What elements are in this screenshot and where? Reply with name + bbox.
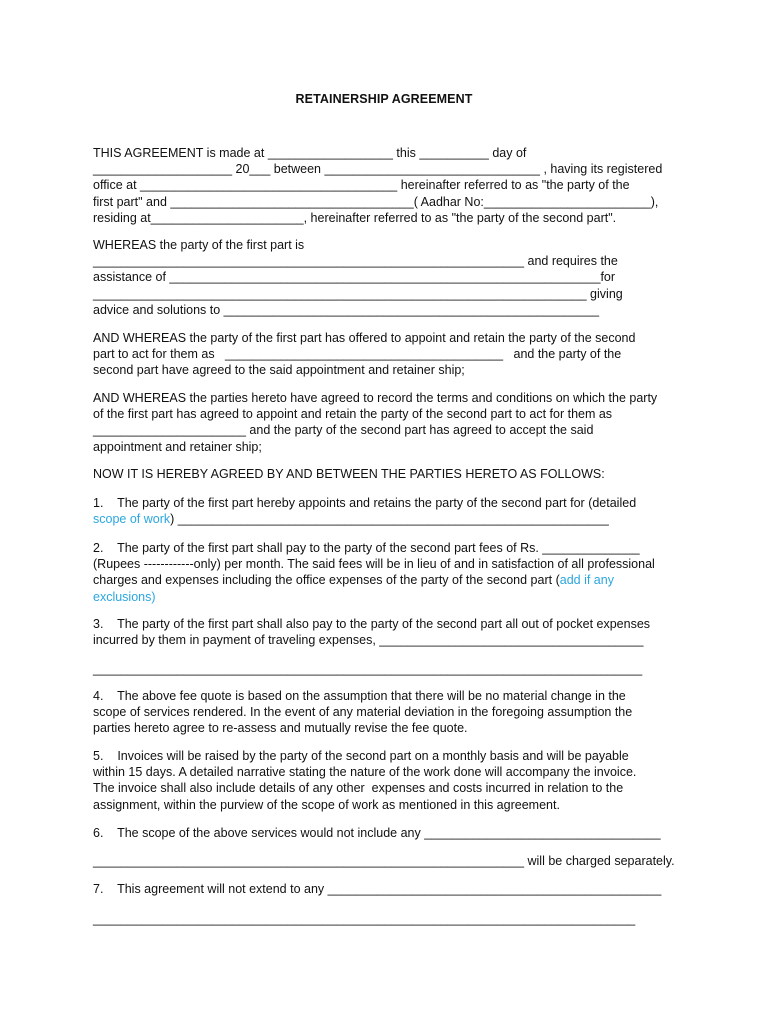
intro-line: THIS AGREEMENT is made at __________________ this __________ day of — [93, 146, 527, 160]
clause-line: (Rupees ------------only) per month. The said fees will be in lieu of and in satisfaction of all professional — [93, 557, 655, 572]
clause-line — [93, 572, 683, 588]
clause-line: _______________________________________________________________________________ — [93, 662, 643, 677]
blank-line — [93, 897, 683, 911]
intro-line: first part" and ___________________________________( Aadhar No:________________________), — [93, 194, 659, 209]
whereas-line: assistance of ______________________________________________________________for — [93, 270, 616, 285]
clause-line: 6. The scope of the above services would not include any __________________________________ — [93, 826, 661, 840]
intro-line: office at _____________________________________ hereinafter referred to as "the party of the — [93, 178, 630, 193]
clause-line: 5. Invoices will be raised by the party of the second part on a monthly basis and will be payable — [93, 749, 629, 763]
clause-line: 2. The party of the first part shall pay to the party of the second part fees of Rs. ______________ — [93, 541, 640, 555]
whereas-line: second part have agreed to the said appointment and retainer ship; — [93, 363, 465, 378]
intro-line: residing at______________________, hereinafter referred to as "the party of the second part". — [93, 210, 617, 225]
whereas-line: AND WHEREAS the parties hereto have agreed to record the terms and conditions on which the party — [93, 391, 658, 405]
placeholder-highlight: add if any — [559, 573, 614, 588]
clause-3 — [93, 616, 683, 678]
clause-line: parties hereto agree to re-assess and mutually revise the fee quote. — [93, 721, 468, 736]
clause-line: within 15 days. A detailed narrative stating the nature of the work done will accompany the invoice. — [93, 765, 637, 780]
clause-line — [93, 511, 683, 527]
clause-7 — [93, 881, 683, 927]
clause-line: ______________________________________________________________ will be charged separately. — [93, 854, 675, 869]
clause-6 — [93, 825, 683, 869]
whereas-paragraph-3 — [93, 390, 683, 455]
clause-line: 1. The party of the first part hereby appoints and retains the party of the second part for (detailed — [93, 496, 637, 510]
intro-paragraph — [93, 145, 683, 226]
whereas-line: ______________________ and the party of the second part has agreed to accept the said — [93, 423, 594, 438]
whereas-line: WHEREAS the party of the first part is — [93, 238, 305, 252]
clause-line-rest: ) ______________________________________________________________ — [170, 512, 609, 527]
blank-line — [93, 648, 683, 661]
clause-line: assignment, within the purview of the scope of work as mentioned in this agreement. — [93, 797, 560, 812]
whereas-paragraph-2 — [93, 330, 683, 379]
clause-1 — [93, 495, 683, 527]
agreed-heading-text: NOW IT IS HEREBY AGREED BY AND BETWEEN THE PARTIES HERETO AS FOLLOWS: — [93, 467, 605, 481]
whereas-paragraph-1 — [93, 237, 683, 318]
agreed-heading — [93, 466, 683, 482]
whereas-line: of the first part has agreed to appoint and retain the party of the second part to act for them as — [93, 407, 613, 422]
clause-line: 3. The party of the first part shall also pay to the party of the second part all out of pocket expenses — [93, 617, 651, 631]
whereas-line: appointment and retainer ship; — [93, 439, 262, 454]
clause-line: ______________________________________________________________________________ — [93, 912, 636, 927]
document-title: RETAINERSHIP AGREEMENT — [295, 92, 473, 106]
clause-4 — [93, 688, 683, 737]
whereas-line: advice and solutions to ______________________________________________________ — [93, 302, 600, 317]
whereas-line: AND WHEREAS the party of the first part has offered to appoint and retain the party of the second — [93, 331, 636, 345]
clause-2 — [93, 540, 683, 605]
clause-5 — [93, 748, 683, 813]
blank-line — [93, 841, 683, 853]
clause-line: 4. The above fee quote is based on the assumption that there will be no material change in the — [93, 689, 626, 703]
placeholder-highlight: scope of work — [93, 512, 171, 527]
placeholder-highlight: exclusions) — [93, 589, 156, 604]
clause-line: incurred by them in payment of traveling expenses, ______________________________________ — [93, 633, 644, 648]
clause-line: 7. This agreement will not extend to any ________________________________________________ — [93, 882, 662, 896]
clause-line-text: charges and expenses including the office expenses of the party of the second part ( — [93, 573, 560, 588]
whereas-line: _______________________________________________________________________ giving — [93, 286, 623, 301]
whereas-line: part to act for them as ________________________________________ and the party of the — [93, 347, 622, 362]
intro-line: ____________________ 20___ between _______________________________ , having its registered — [93, 162, 663, 177]
clause-line: The invoice shall also include details of any other expenses and costs incurred in relation to the — [93, 781, 624, 796]
clause-line: scope of services rendered. In the event of any material deviation in the foregoing assumption the — [93, 705, 633, 720]
whereas-line: ______________________________________________________________ and requires the — [93, 254, 618, 269]
